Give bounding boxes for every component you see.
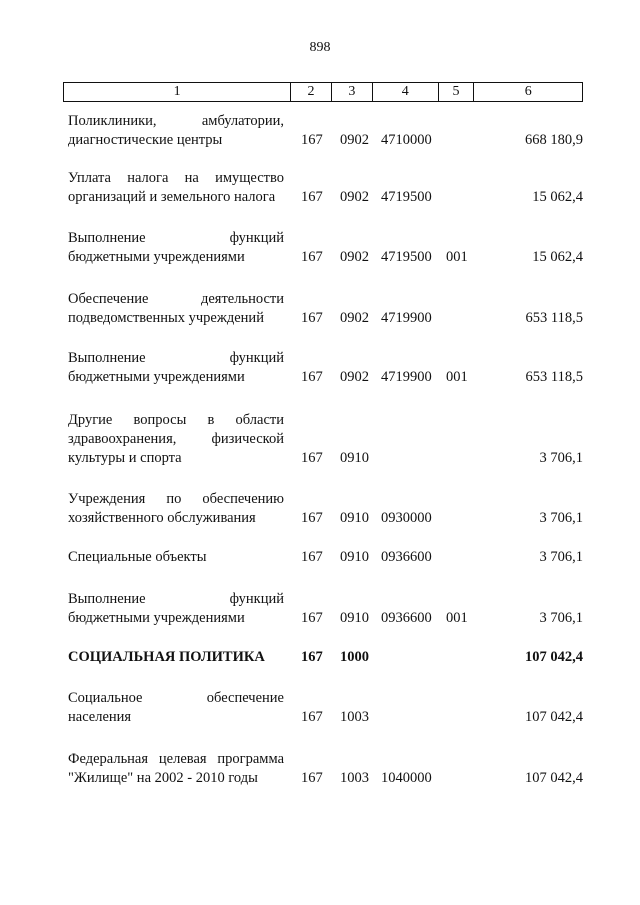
- cell-target: 0936600: [381, 610, 432, 626]
- cell-type: 001: [446, 610, 468, 626]
- cell-type: 001: [446, 249, 468, 265]
- cell-target: 1040000: [381, 770, 432, 786]
- cell-target: 0930000: [381, 510, 432, 526]
- cell-section: 167: [301, 649, 323, 665]
- row-name: Выполнение функций бюджетными учреждениями: [68, 591, 284, 626]
- cell-section: 167: [301, 770, 323, 786]
- cell-section: 167: [301, 369, 323, 385]
- cell-amount: 3 706,1: [539, 510, 583, 526]
- cell-target: 4710000: [381, 132, 432, 148]
- cell-amount: 3 706,1: [539, 549, 583, 565]
- row-name: СОЦИАЛЬНАЯ ПОЛИТИКА: [68, 649, 265, 665]
- row-name: Другие вопросы в области здравоохранения, физической культуры и спорта: [68, 412, 284, 466]
- cell-target: 0936600: [381, 549, 432, 565]
- cell-subsection: 0910: [340, 549, 369, 565]
- cell-section: 167: [301, 189, 323, 205]
- row-name: Выполнение функций бюджетными учреждениями: [68, 230, 284, 265]
- cell-amount: 653 118,5: [525, 310, 583, 326]
- cell-subsection: 1000: [340, 649, 369, 665]
- cell-subsection: 0902: [340, 132, 369, 148]
- header-col-2: 2: [291, 83, 332, 101]
- cell-target: 4719500: [381, 249, 432, 265]
- cell-subsection: 0902: [340, 369, 369, 385]
- cell-subsection: 1003: [340, 770, 369, 786]
- cell-amount: 107 042,4: [525, 770, 583, 786]
- cell-amount: 107 042,4: [525, 709, 583, 725]
- cell-amount: 3 706,1: [539, 610, 583, 626]
- cell-section: 167: [301, 549, 323, 565]
- cell-amount: 653 118,5: [525, 369, 583, 385]
- cell-target: 4719500: [381, 189, 432, 205]
- cell-amount: 15 062,4: [532, 189, 583, 205]
- row-name: Уплата налога на имущество организаций и земельного налога: [68, 170, 284, 205]
- header-col-6: 6: [524, 84, 532, 99]
- row-name: Федеральная целевая программа "Жилище" на 2002 - 2010 годы: [68, 751, 284, 786]
- cell-section: 167: [301, 310, 323, 326]
- row-name: Социальное обеспечение населения: [68, 690, 284, 725]
- cell-target: 4719900: [381, 310, 432, 326]
- row-name: Обеспечение деятельности подведомственных учреждений: [68, 291, 284, 326]
- cell-amount: 3 706,1: [539, 450, 583, 466]
- cell-amount: 15 062,4: [532, 249, 583, 265]
- header-col-1: 1: [64, 83, 291, 101]
- cell-section: 167: [301, 450, 323, 466]
- cell-subsection: 0902: [340, 249, 369, 265]
- cell-subsection: 0910: [340, 510, 369, 526]
- cell-subsection: 0902: [340, 310, 369, 326]
- table-header: [63, 82, 583, 102]
- header-col-4: 4: [373, 83, 439, 101]
- page-number: 898: [309, 40, 331, 55]
- row-name: Учреждения по обеспечению хозяйственного обслуживания: [68, 491, 284, 526]
- cell-subsection: 0910: [340, 610, 369, 626]
- row-name: Поликлиники, амбулатории, диагностические центры: [68, 113, 284, 148]
- cell-subsection: 1003: [340, 709, 369, 725]
- cell-section: 167: [301, 249, 323, 265]
- row-name: Выполнение функций бюджетными учреждениями: [68, 350, 284, 385]
- cell-section: 167: [301, 610, 323, 626]
- cell-section: 167: [301, 132, 323, 148]
- cell-target: 4719900: [381, 369, 432, 385]
- cell-section: 167: [301, 709, 323, 725]
- cell-type: 001: [446, 369, 468, 385]
- cell-subsection: 0910: [340, 450, 369, 466]
- cell-subsection: 0902: [340, 189, 369, 205]
- cell-amount: 668 180,9: [525, 132, 583, 148]
- header-col-5: 5: [439, 83, 475, 101]
- row-name: Специальные объекты: [68, 549, 207, 565]
- header-col-3: 3: [332, 83, 373, 101]
- cell-amount: 107 042,4: [525, 649, 583, 665]
- cell-section: 167: [301, 510, 323, 526]
